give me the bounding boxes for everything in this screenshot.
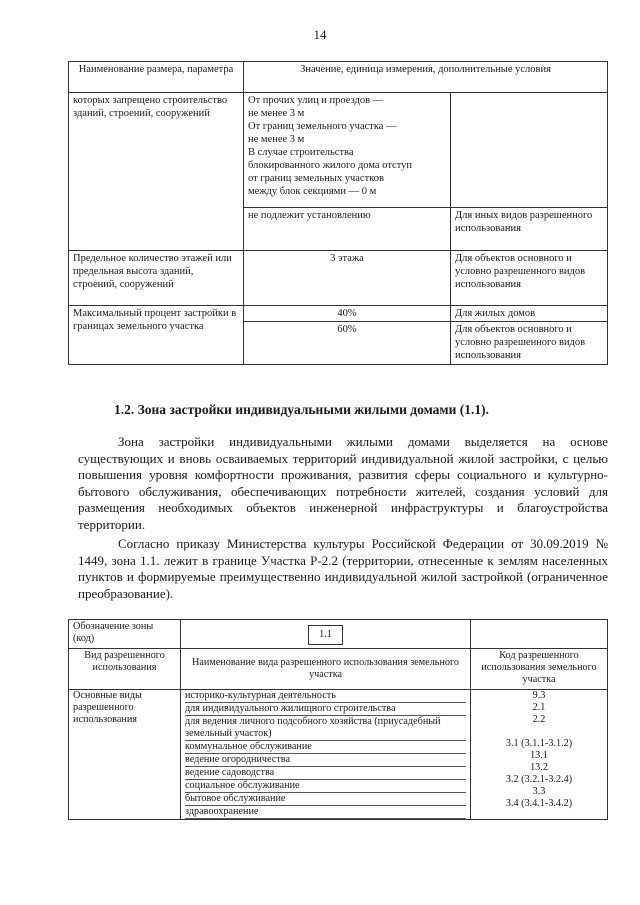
use-name: ведение садоводства [185, 767, 466, 780]
permitted-use-table [68, 619, 608, 820]
uses-row [69, 690, 608, 820]
value-line: От границ земельного участка — [248, 121, 397, 132]
value-cell [244, 93, 451, 208]
header-cell-kind: Вид разрешенного использования [69, 649, 181, 690]
use-code: 13.1 [530, 750, 548, 761]
note-cell: Для объектов основного и условно разрешенного видов использования [451, 251, 608, 306]
value-line: от границ земельных участков [248, 173, 384, 184]
value-line: блокированного жилого дома отступ [248, 160, 413, 171]
paragraph-text: Согласно приказу Министерства культуры Российской Федерации от 30.09.2019 № 1449, зона 1.1. лежит в границе Участка Р-2.2 (территории, отнесенные к землям населенных пунктов и формируемые преимущественно индивидуальной жилой застройкой (ограниченное преобразование). [78, 536, 608, 601]
group-cell: Основные виды разрешенного использования [69, 690, 181, 820]
value-cell: не подлежит установлению [244, 208, 451, 251]
note-cell [451, 93, 608, 208]
value-cell: 60% [244, 322, 451, 365]
value-cell: 3 этажа [244, 251, 451, 306]
use-code: 3.4 (3.4.1-3.4.2) [505, 798, 573, 809]
zone-label-cell: Обозначение зоны (код) [69, 620, 181, 649]
table-row [69, 251, 608, 306]
use-code: 2.1 [532, 702, 546, 713]
zone-code-box: 1.1 [308, 625, 343, 645]
value-line: От прочих улиц и проездов — [248, 95, 384, 106]
value-line: между блок секциями — 0 м [248, 186, 377, 197]
use-code: 3.2 (3.2.1-3.2.4) [505, 774, 573, 785]
empty-cell [471, 620, 608, 649]
note-cell: Для иных видов разрешенного использования [451, 208, 608, 251]
table-header-row [69, 62, 608, 93]
note-cell: Для жилых домов [451, 306, 608, 322]
param-cell: Предельное количество этажей или предельная высота зданий, строений, сооружений [69, 251, 244, 306]
parameters-table [68, 61, 608, 365]
param-cell: которых запрещено строительство зданий, строений, сооружений [69, 93, 244, 251]
paragraph [78, 536, 608, 602]
table-header-row [69, 649, 608, 690]
use-name: социальное обслуживание [185, 780, 466, 793]
page-number: 14 [313, 27, 327, 42]
paragraph-text: Зона застройки индивидуальными жилыми домами выделяется на основе существующих и вновь осваиваемых территорий индивидуальной жилой застройки, с целью повышения уровня комфортности проживания, развития сферы социального и культурно-бытового обслуживания, обеспечивающих потребности жителей, создания условий для размещения необходимых объектов инженерной инфраструктуры и благоустройства территории. [78, 434, 608, 532]
use-name: здравоохранение [185, 806, 466, 819]
use-code: 3.1 (3.1.1-3.1.2) [505, 738, 573, 749]
use-name: коммунальное обслуживание [185, 741, 466, 754]
use-code: 3.3 [532, 786, 546, 797]
uses-codes-cell [471, 690, 608, 820]
header-cell-value: Значение, единица измерения, дополнительные условия [244, 62, 608, 93]
table-row [69, 93, 608, 208]
use-name: для ведения личного подсобного хозяйства (приусадебный земельный участок) [185, 716, 466, 741]
header-cell-param: Наименование размера, параметра [69, 62, 244, 93]
use-code: 13.2 [530, 762, 548, 773]
use-name: историко-культурная деятельность [185, 690, 466, 703]
use-name: бытовое обслуживание [185, 793, 466, 806]
use-name: для индивидуального жилищного строительства [185, 703, 466, 716]
header-cell-name: Наименование вида разрешенного использования земельного участка [181, 649, 471, 690]
paragraph [78, 434, 608, 533]
note-cell: Для объектов основного и условно разрешенного видов использования [451, 322, 608, 365]
value-line: не менее 3 м [248, 134, 305, 145]
zone-code-cell [181, 620, 471, 649]
section-title: 1.2. Зона застройки индивидуальными жилыми домами (1.1). [114, 402, 490, 417]
header-cell-code: Код разрешенного использования земельного участка [471, 649, 608, 690]
value-cell: 40% [244, 306, 451, 322]
value-line: не менее 3 м [248, 108, 305, 119]
use-name: ведение огородничества [185, 754, 466, 767]
param-cell: Максимальный процент застройки в границах земельного участка [69, 306, 244, 365]
value-line: В случае строительства [248, 147, 354, 158]
use-code: 2.2 [532, 714, 546, 725]
table-row [69, 306, 608, 322]
zone-row [69, 620, 608, 649]
use-code: 9.3 [532, 690, 546, 701]
uses-names-cell [181, 690, 471, 820]
